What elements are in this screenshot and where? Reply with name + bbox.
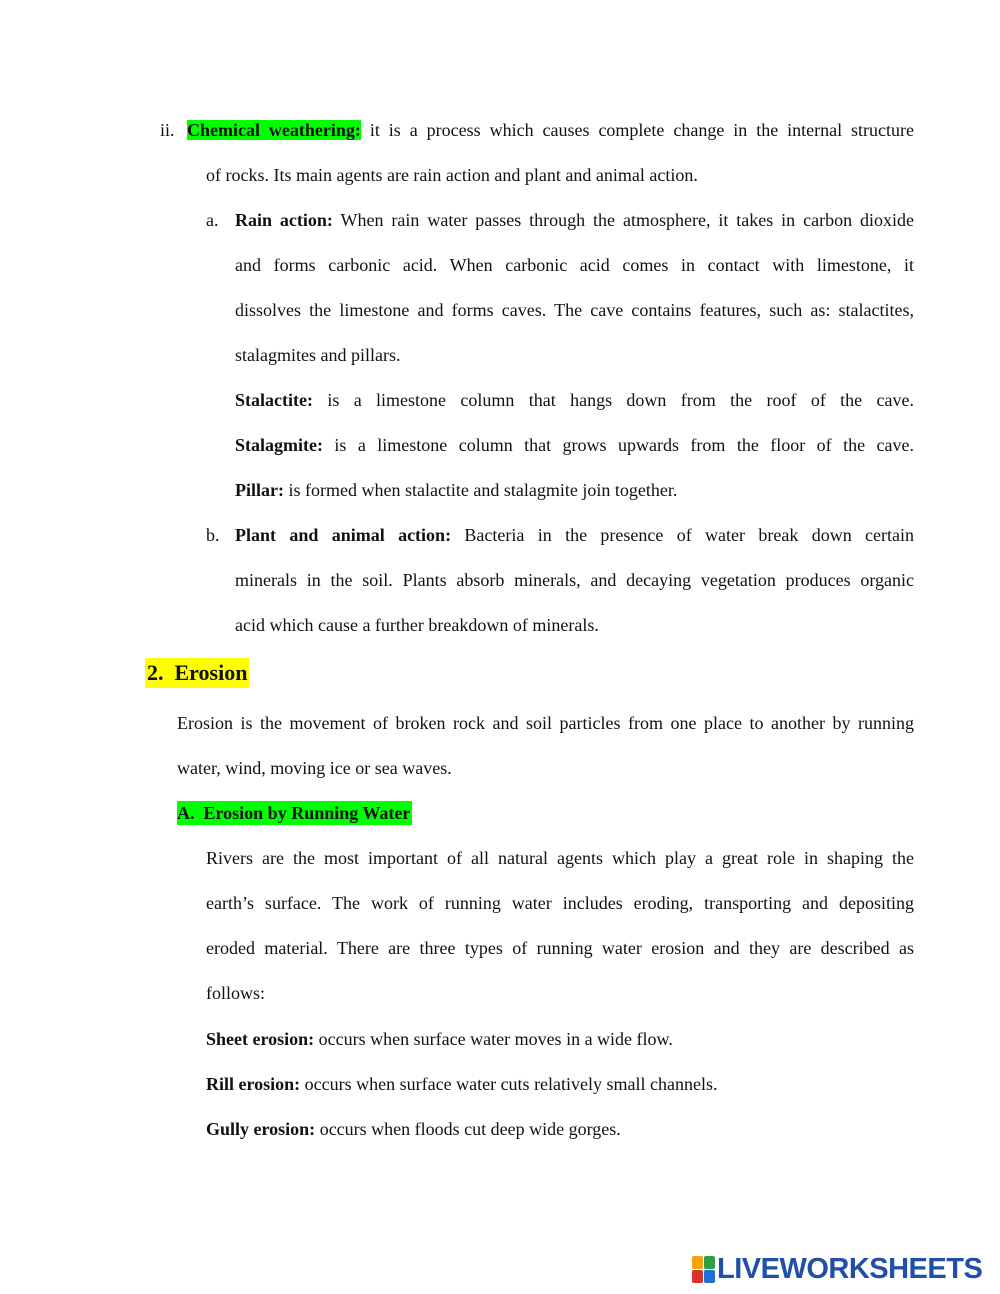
rain-action-line-1: [235, 208, 914, 232]
definition-term: Stalactite:: [235, 390, 313, 410]
liveworksheets-logo-text: LIVEWORKSHEETS: [717, 1252, 983, 1285]
erosion-heading-number: 2.: [147, 660, 164, 685]
running-water-heading: [177, 801, 412, 825]
liveworksheets-logo: [692, 1252, 990, 1286]
definition-text: is formed when stalactite and stalagmite join together.: [288, 480, 678, 500]
logo-mark-tile: [704, 1256, 715, 1269]
definition-stalactite: [235, 388, 914, 412]
plant-action-text: Bacteria in the presence of water break down certain: [464, 525, 915, 545]
erosion-heading: [145, 658, 249, 688]
erosion-type-term: Rill erosion:: [206, 1074, 301, 1094]
erosion-type-term: Sheet erosion:: [206, 1029, 315, 1049]
chemical-weathering-text: it is a process which causes complete change in the internal structure: [369, 120, 915, 140]
definition-pillar: [235, 478, 677, 502]
erosion-type-text: occurs when floods cut deep wide gorges.: [319, 1119, 621, 1139]
erosion-heading-title: Erosion: [174, 660, 248, 685]
rain-action-text: When rain water passes through the atmosphere, it takes in carbon dioxide: [340, 210, 914, 230]
definition-term: Stalagmite:: [235, 435, 323, 455]
rain-action-line-2: and forms carbonic acid. When carbonic acid comes in contact with limestone, it: [235, 255, 914, 275]
running-water-line-2: earth’s surface. The work of running water includes eroding, transporting and depositing: [206, 893, 914, 913]
list-marker-b: b.: [206, 525, 220, 545]
plant-action-term: Plant and animal action:: [235, 525, 452, 545]
chemical-weathering-term: Chemical weathering:: [187, 120, 361, 140]
plant-action-line-3: acid which cause a further breakdown of minerals.: [235, 615, 599, 635]
rain-action-line-3: dissolves the limestone and forms caves. The cave contains features, such as: stalactites,: [235, 300, 914, 320]
running-water-line-3: eroded material. There are three types of running water erosion and they are described as: [206, 938, 914, 958]
logo-mark-tile: [704, 1270, 715, 1283]
plant-action-line-2: minerals in the soil. Plants absorb minerals, and decaying vegetation produces organic: [235, 570, 914, 590]
erosion-intro-line-2: water, wind, moving ice or sea waves.: [177, 758, 452, 778]
chemical-weathering-line-2: of rocks. Its main agents are rain action and plant and animal action.: [206, 165, 698, 185]
running-water-title: Erosion by Running Water: [203, 803, 411, 823]
logo-mark-tile: [692, 1270, 703, 1283]
definition-term: Pillar:: [235, 480, 284, 500]
liveworksheets-logo-icon: [692, 1256, 714, 1282]
running-water-marker: A.: [177, 803, 195, 823]
plant-action-line-1: [235, 523, 914, 547]
running-water-line-1: Rivers are the most important of all natural agents which play a great role in shaping the: [206, 848, 914, 868]
running-water-line-4: follows:: [206, 983, 266, 1003]
chemical-weathering-line-1: [187, 118, 914, 142]
erosion-type-term: Gully erosion:: [206, 1119, 316, 1139]
erosion-type-text: occurs when surface water cuts relatively small channels.: [304, 1074, 718, 1094]
erosion-type-text: occurs when surface water moves in a wide flow.: [318, 1029, 673, 1049]
list-marker-a: a.: [206, 210, 219, 230]
erosion-type-rill: [206, 1072, 718, 1096]
rain-action-line-4: stalagmites and pillars.: [235, 345, 401, 365]
logo-mark-tile: [692, 1256, 703, 1269]
definition-text: is a limestone column that grows upwards from the floor of the cave.: [334, 435, 914, 455]
list-marker-ii: ii.: [160, 120, 175, 140]
erosion-type-sheet: [206, 1027, 673, 1051]
rain-action-term: Rain action:: [235, 210, 333, 230]
erosion-intro-line-1: Erosion is the movement of broken rock and soil particles from one place to another by running: [177, 713, 914, 733]
definition-text: is a limestone column that hangs down from the roof of the cave.: [327, 390, 914, 410]
definition-stalagmite: [235, 433, 914, 457]
erosion-type-gully: [206, 1117, 621, 1141]
